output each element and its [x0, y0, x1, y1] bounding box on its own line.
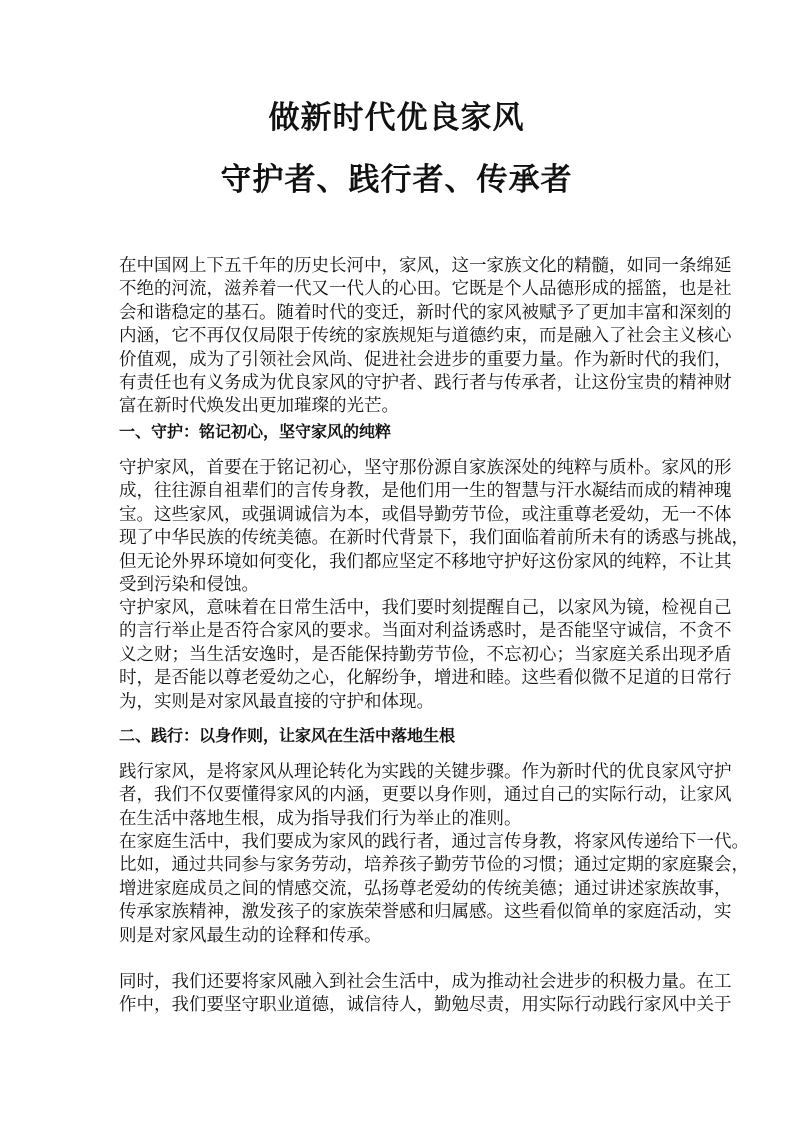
- text-line: 有责任也有义务成为优良家风的守护者、践行者与传承者，让这份宝贵的精神财: [119, 372, 732, 393]
- section-heading-practice: 二、践行：以身作则，让家风在生活中落地生根: [119, 726, 456, 745]
- text-line: 践行家风，是将家风从理论转化为实践的关键步骤。作为新时代的优良家风守护: [119, 762, 732, 782]
- paragraph: [119, 971, 732, 1018]
- paragraph: [119, 457, 749, 597]
- text-line: 义之财；当生活安逸时，是否能保持勤劳节俭，不忘初心；当家庭关系出现矛盾: [119, 644, 732, 665]
- text-line: 在中国网上下五千年的历史长河中，家风，这一家族文化的精髓，如同一条绵延: [119, 256, 732, 276]
- text-line: 现了中华民族的传统美德。在新时代背景下，我们面临着前所未有的诱惑与挑战，: [119, 528, 749, 549]
- text-line: 增进家庭成员之间的情感交流，弘扬尊老爱幼的传统美德；通过讲述家族故事，: [119, 878, 732, 899]
- text-line: 守护家风，首要在于铭记初心，坚守那份源自家族深处的纯粹与质朴。家风的形: [119, 458, 732, 478]
- text-line: 者，我们不仅要懂得家风的内涵，更要以身作则，通过自己的实际行动，让家风: [119, 785, 732, 806]
- text-line: 时，是否能以尊老爱幼之心，化解纷争，增进和睦。这些看似微不足道的日常行: [119, 668, 732, 689]
- text-line: 同时，我们还要将家风融入到社会生活中，成为推动社会进步的积极力量。在工: [119, 972, 732, 992]
- section-heading-guard: 一、守护：铭记初心，坚守家风的纯粹: [119, 422, 392, 441]
- text-line: 传承家族精神，激发孩子的家族荣誉感和归属感。这些看似简单的家庭活动，实: [119, 902, 732, 923]
- text-line: 比如，通过共同参与家务劳动，培养孩子勤劳节俭的习惯；通过定期的家庭聚会，: [119, 855, 749, 876]
- text-line: 的言行举止是否符合家风的要求。当面对利益诱惑时，是否能坚守诚信，不贪不: [119, 621, 732, 642]
- text-line: 为，实则是对家风最直接的守护和体现。: [119, 691, 434, 712]
- text-line: 在生活中落地生根，成为指导我们行为举止的准则。: [119, 808, 522, 829]
- paragraph-intro: [119, 255, 732, 419]
- document-subtitle: 守护者、践行者、传承者: [220, 162, 573, 198]
- text-line: 会和谐稳定的基石。随着时代的变迁，新时代的家风被赋予了更加丰富和深刻的: [119, 302, 732, 323]
- text-line: 成，往往源自祖辈们的言传身教，是他们用一生的智慧与汗水凝结而成的精神瑰: [119, 481, 732, 502]
- text-line: 守护家风，意味着在日常生活中，我们要时刻提醒自己，以家风为镜，检视自己: [119, 598, 732, 618]
- text-line: 内涵，它不再仅仅局限于传统的家族规矩与道德约束，而是融入了社会主义核心: [119, 326, 732, 347]
- text-line: 富在新时代焕发出更加璀璨的光芒。: [119, 396, 399, 417]
- text-line: 宝。这些家风，或强调诚信为本，或倡导勤劳节俭，或注重尊老爱幼，无一不体: [119, 504, 732, 525]
- text-line: 不绝的河流，滋养着一代又一代人的心田。它既是个人品德形成的摇篮，也是社: [119, 279, 732, 300]
- text-line: 在家庭生活中，我们要成为家风的践行者，通过言传身教，将家风传递给下一代。: [119, 832, 749, 852]
- paragraph: [119, 761, 732, 831]
- text-line: 受到污染和侵蚀。: [119, 574, 259, 595]
- text-line: 价值观，成为了引领社会风尚、促进社会进步的重要力量。作为新时代的我们，: [119, 349, 732, 370]
- text-line: 则是对家风最生动的诠释和传承。: [119, 925, 382, 946]
- text-line: 但无论外界环境如何变化，我们都应坚定不移地守护好这份家风的纯粹，不让其: [119, 551, 732, 572]
- document-title: 做新时代优良家风: [268, 100, 525, 136]
- text-line: 作中，我们要坚守职业道德，诚信待人，勤勉尽责，用实际行动践行家风中关于: [119, 995, 732, 1016]
- paragraph: [119, 831, 749, 948]
- paragraph: [119, 597, 732, 714]
